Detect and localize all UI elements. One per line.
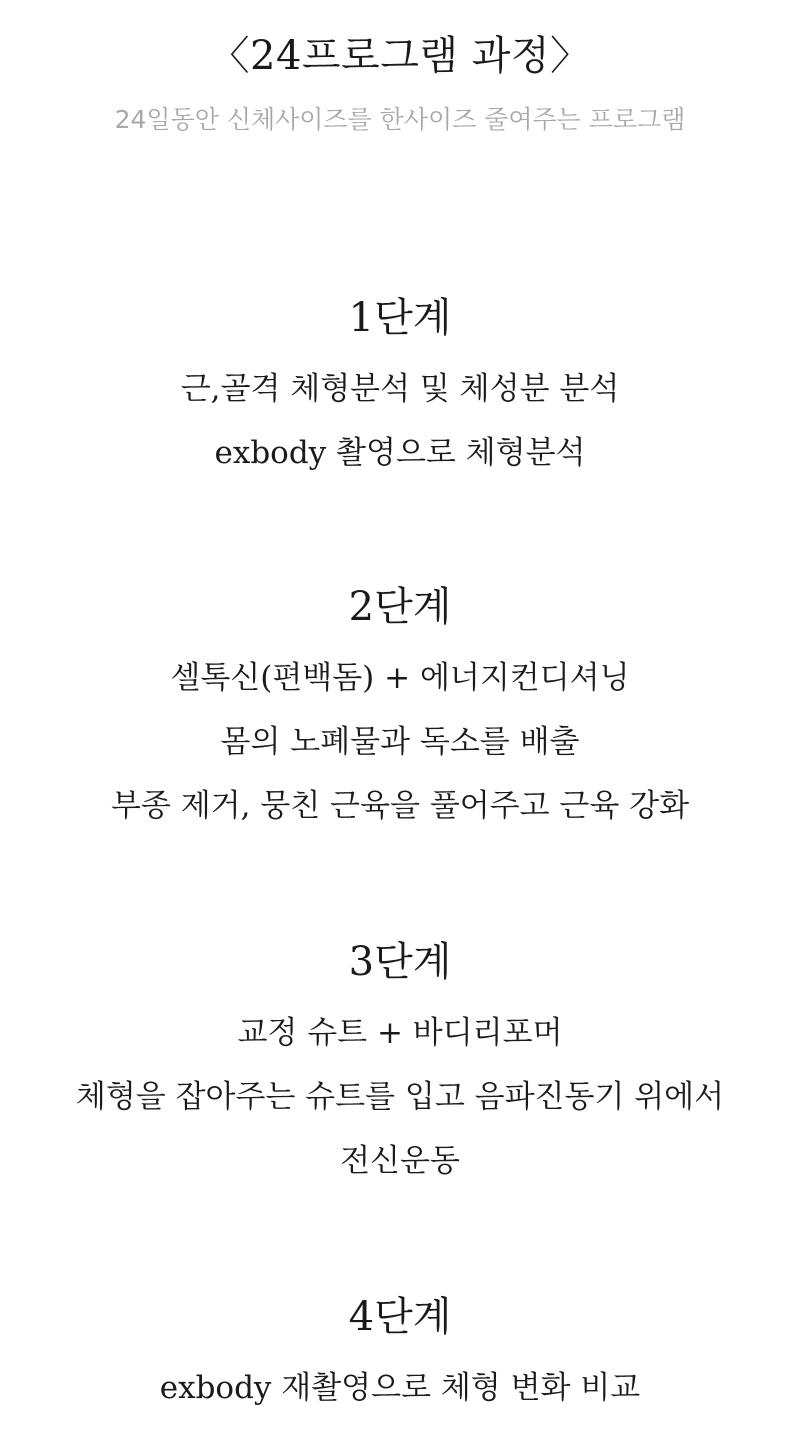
step-title: 1단계 xyxy=(348,295,452,341)
step-description-line: exbody 촬영으로 체형분석 xyxy=(214,435,586,471)
step-description-line: 체형을 잡아주는 슈트를 입고 음파진동기 위에서 xyxy=(75,1079,725,1115)
step-description-line: 전신운동 xyxy=(340,1143,460,1179)
step-title: 4단계 xyxy=(348,1294,452,1340)
step-1-section xyxy=(0,289,800,497)
step-description-line: 교정 슈트 + 바디리포머 xyxy=(237,1015,563,1051)
step-description-line: 셀톡신(편백돔) + 에너지컨디셔닝 xyxy=(170,660,630,696)
step-description-line: 근,골격 체형분석 및 체성분 분석 xyxy=(180,371,620,407)
page-subtitle: 24일동안 신체사이즈를 한사이즈 줄여주는 프로그램 xyxy=(114,105,686,134)
step-title: 2단계 xyxy=(348,584,452,630)
step-title: 3단계 xyxy=(348,939,452,985)
page-title: 〈24프로그램 과정〉 xyxy=(209,33,591,79)
step-description-line: 몸의 노폐물과 독소를 배출 xyxy=(220,724,580,760)
step-2-section xyxy=(0,578,800,850)
step-description-line: exbody 재촬영으로 체형 변화 비교 xyxy=(159,1370,641,1406)
step-description-line: 부종 제거, 뭉친 근육을 풀어주고 근육 강화 xyxy=(110,788,690,824)
step-4-section xyxy=(0,1288,800,1432)
step-3-section xyxy=(0,933,800,1205)
